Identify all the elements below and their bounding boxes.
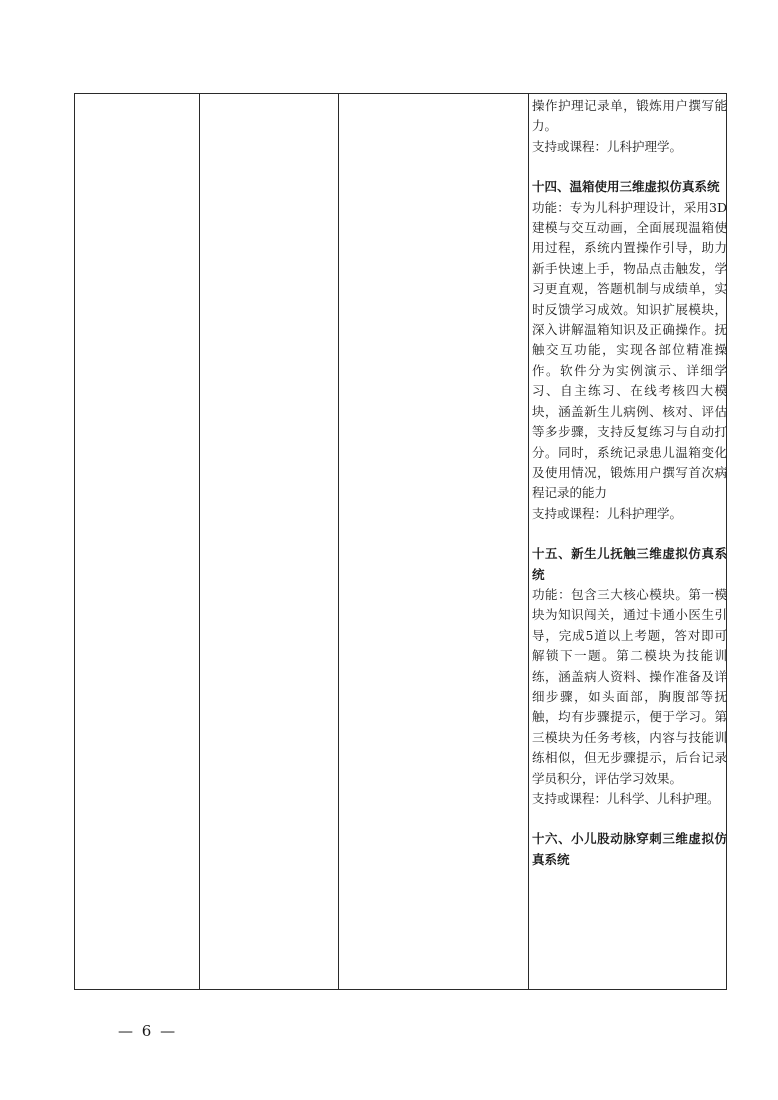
section-body-14: 功能：专为儿科护理设计，采用3D建模与交互动画，全面展现温箱使用过程，系统内置操作引导，助力新手快速上手，物品点击触发，学习更直观，答题机制与成绩单，实时反馈学习成效。知识扩展模块，深入讲解温箱知识及正确操作。抚触交互功能，实现各部位精准操作。软件分为实例演示、详细学习、自主练习、在线考核四大模块，涵盖新生儿病例、核对、评估等多步骤，支持反复练习与自动打分。同时，系统记录患儿温箱变化及使用情况，锻炼用户撰写首次病程记录的能力 [532,199,727,501]
spacer [532,809,727,829]
spacer [532,157,727,177]
spacer [532,524,727,544]
section-support-15: 支持或课程：儿科学、儿科护理。 [532,791,720,806]
section-support-14: 支持或课程：儿科护理学。 [532,505,683,521]
section-heading-15: 十五、新生儿抚触三维虚拟仿真系统 [532,546,727,582]
spec-table [74,93,727,990]
continuation-text: 操作护理记录单，锻炼用户撰写能力。 [532,98,727,134]
section-heading-16: 十六、小儿股动脉穿刺三维虚拟仿真系统 [532,831,727,867]
support-course: 支持或课程：儿科护理学。 [532,138,683,154]
section-body-15: 功能：包含三大核心模块。第一模块为知识闯关，通过卡通小医生引导，完成5道以上考题，答对即可解锁下一题。第二模块为技能训练，涵盖病人资料、操作准备及详细步骤，如头面部，胸腹部等抚触，均有步骤提示，便于学习。第三模块为任务考核，内容与技能训练相似，但无步骤提示，后台记录学员积分，评估学习效果。 [532,586,727,786]
function-description-cell [532,96,727,870]
column-divider [338,94,339,989]
page-number: — 6 — [118,1022,178,1040]
column-divider [199,94,200,989]
section-heading-14: 十四、温箱使用三维虚拟仿真系统 [532,179,720,195]
column-divider [528,94,529,989]
